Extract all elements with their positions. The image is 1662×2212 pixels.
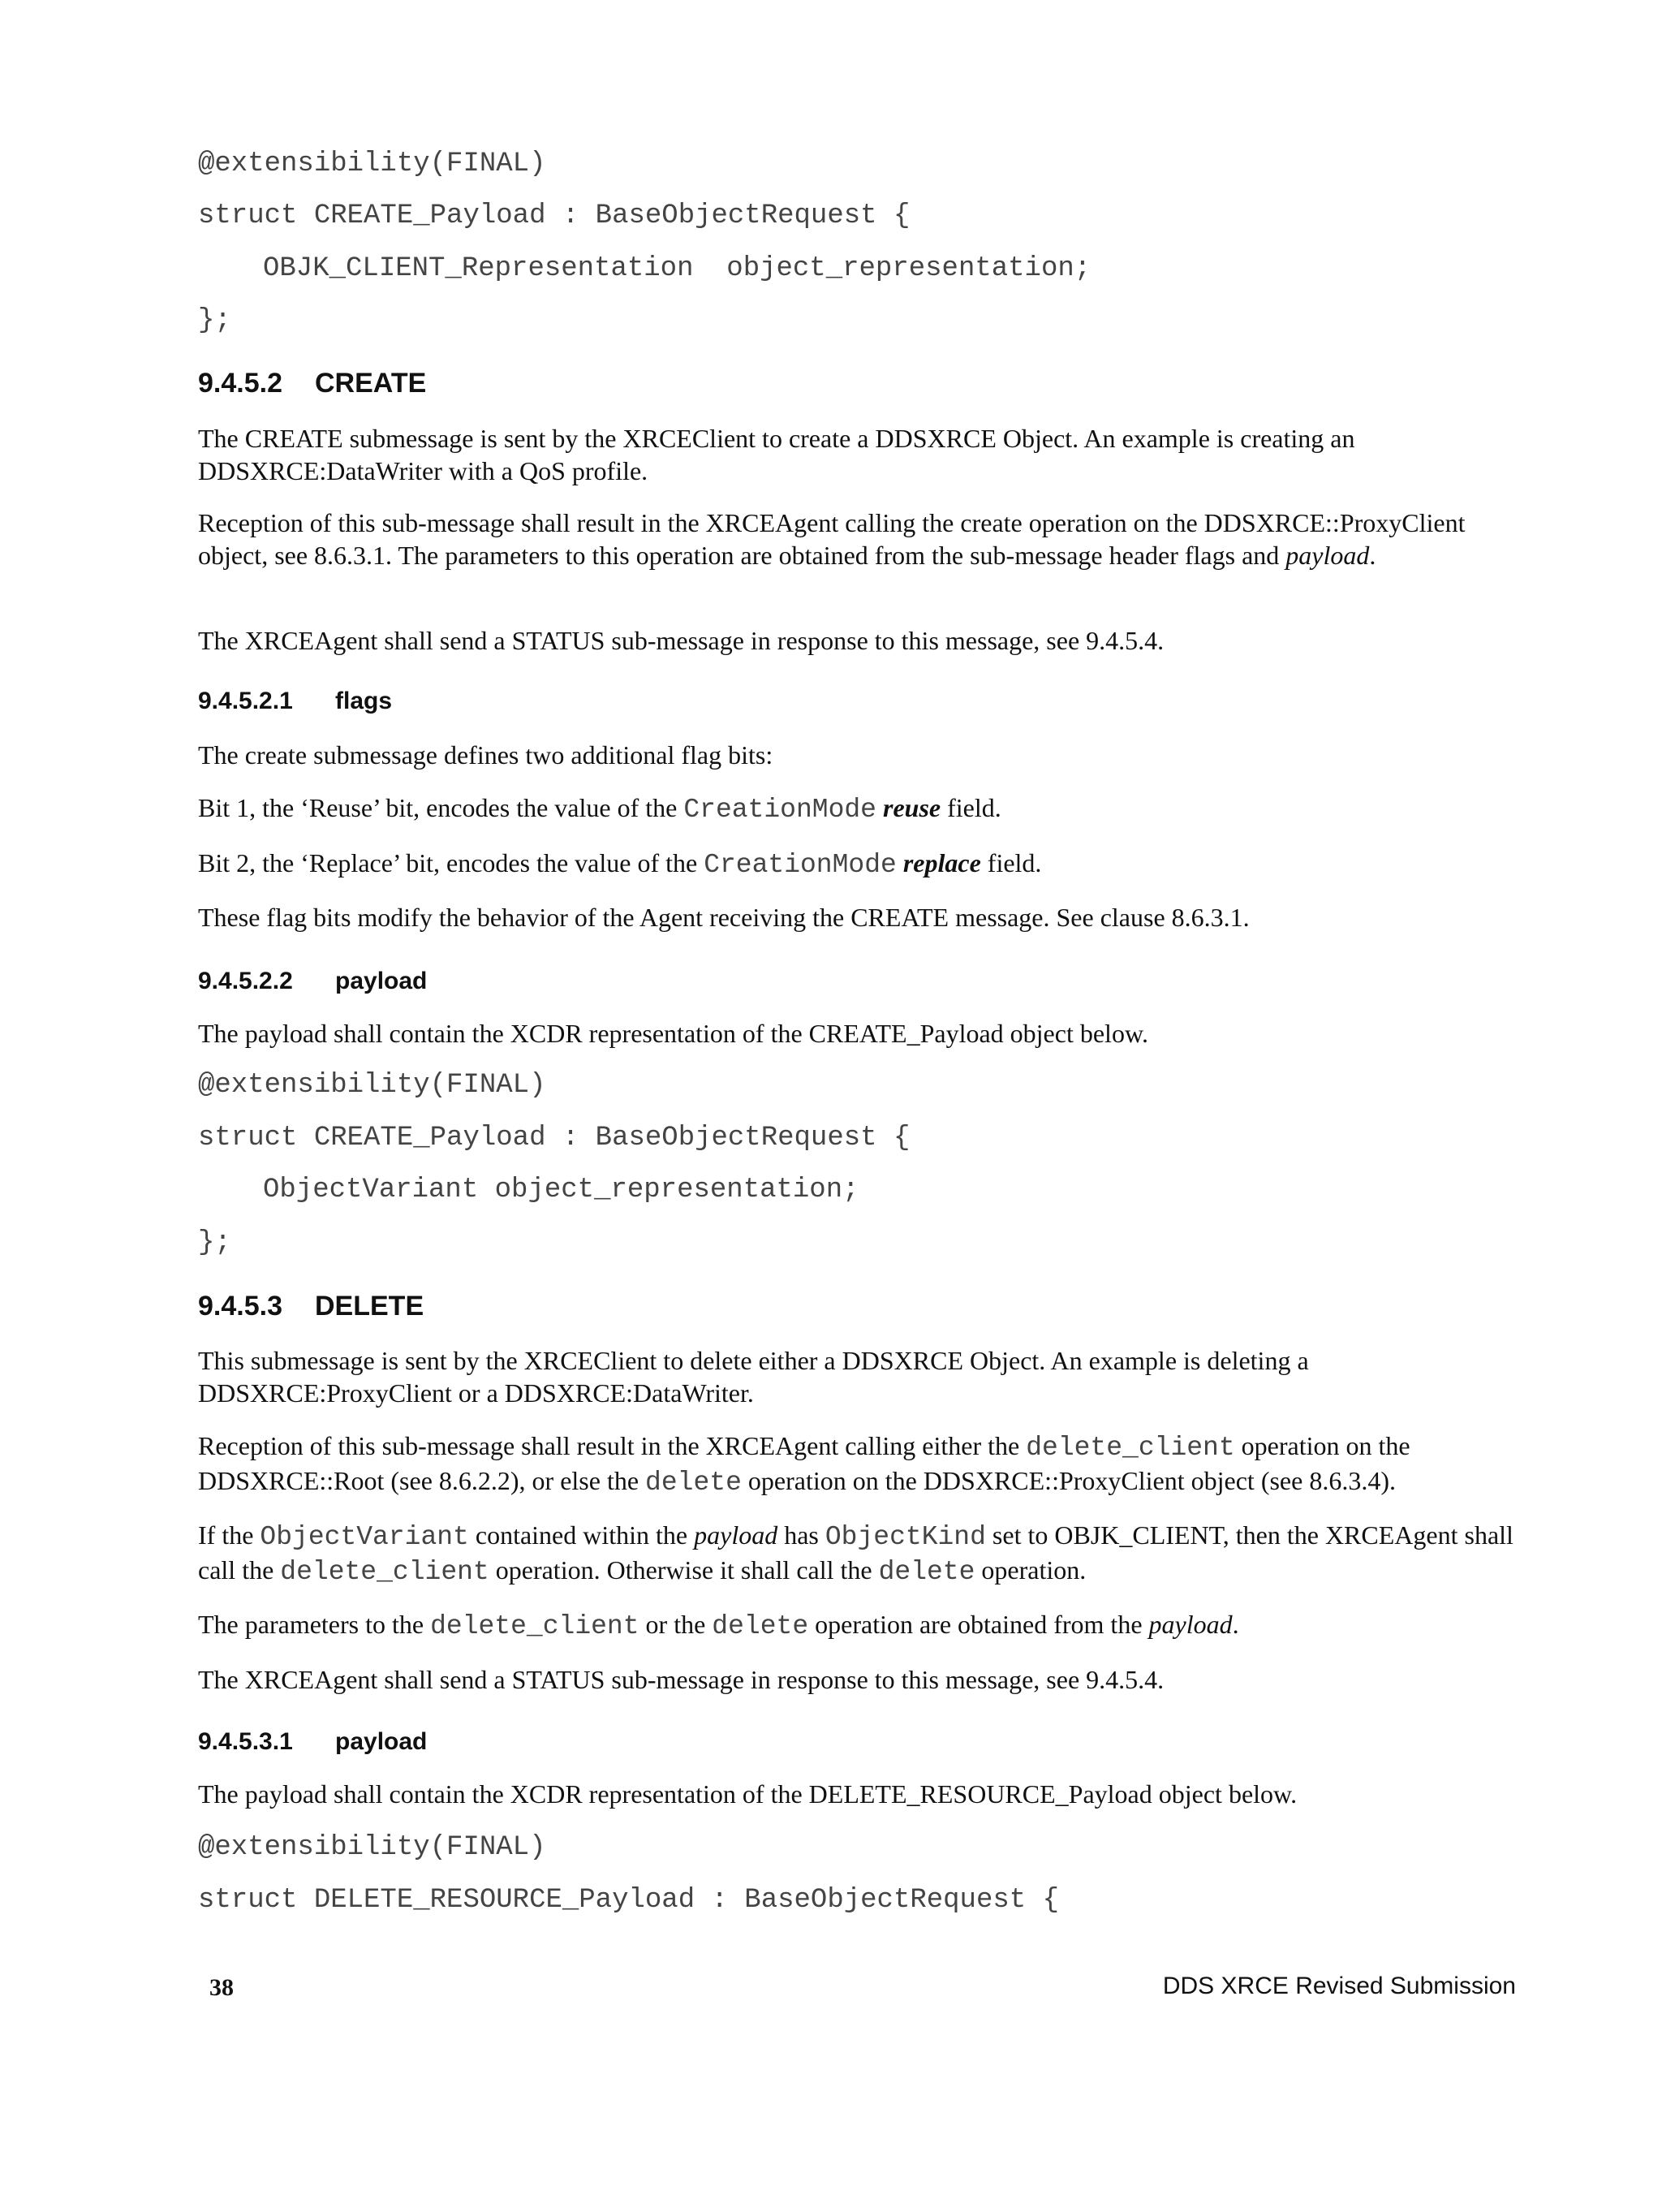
subsection-heading	[198, 1727, 1529, 1757]
document-title: DDS XRCE Revised Submission	[1162, 1973, 1516, 1999]
paragraph: If the ObjectVariant contained within the payload has ObjectKind set to OBJK_CLIENT, then the XRCEAgent shall call the delete_client operation. Otherwise it shall call the delete operation.	[198, 1520, 1513, 1587]
section-number: 9.4.5.2	[198, 368, 282, 399]
paragraph: The payload shall contain the XCDR representation of the CREATE_Payload object below.	[198, 1019, 1148, 1048]
section-title: DELETE	[315, 1291, 424, 1322]
paragraph: This submessage is sent by the XRCEClient to delete either a DDSXRCE Object. An example is deleting a DDSXRCE:ProxyClient or a DDSXRCE:DataWriter.	[198, 1346, 1309, 1408]
paragraph: The payload shall contain the XCDR representation of the DELETE_RESOURCE_Payload object below.	[198, 1779, 1298, 1809]
code-line: @extensibility(FINAL)	[198, 1070, 546, 1101]
paragraph: Bit 2, the ‘Replace’ bit, encodes the value of the CreationMode replace field.	[198, 848, 1042, 880]
code-line: ObjectVariant object_representation;	[263, 1175, 859, 1205]
section-number: 9.4.5.3	[198, 1291, 282, 1322]
page-number: 38	[209, 1974, 234, 2001]
subsection-heading	[198, 967, 1529, 996]
paragraph: Reception of this sub-message shall result in the XRCEAgent calling either the delete_client operation on the DDSXRCE::Root (see 8.6.2.2), or else the delete operation on the DDSXRCE::ProxyClient object (see 8.6.3.4).	[198, 1431, 1410, 1498]
paragraph: The XRCEAgent shall send a STATUS sub-message in response to this message, see 9.4.5.4.	[198, 1665, 1165, 1694]
paragraph: Bit 1, the ‘Reuse’ bit, encodes the value of the CreationMode reuse field.	[198, 793, 1001, 825]
section-title: CREATE	[315, 368, 427, 399]
subsection-heading	[198, 687, 1529, 716]
code-line: @extensibility(FINAL)	[198, 1832, 546, 1863]
section-number: 9.4.5.2.2	[198, 968, 293, 994]
section-number: 9.4.5.2.1	[198, 688, 293, 714]
code-line: struct CREATE_Payload : BaseObjectRequest {	[198, 1123, 911, 1153]
paragraph: The create submessage defines two additional flag bits:	[198, 740, 773, 770]
section-number: 9.4.5.3.1	[198, 1728, 293, 1755]
paragraph: Reception of this sub-message shall result in the XRCEAgent calling the create operation on the DDSXRCE::ProxyClient object, see 8.6.3.1. The parameters to this operation are obtained from the sub-message header flags and payload.	[198, 508, 1466, 570]
code-line: @extensibility(FINAL)	[198, 149, 546, 179]
code-line: struct DELETE_RESOURCE_Payload : BaseObjectRequest {	[198, 1885, 1059, 1916]
section-heading	[198, 1290, 1529, 1322]
paragraph: The XRCEAgent shall send a STATUS sub-message in response to this message, see 9.4.5.4.	[198, 626, 1165, 655]
paragraph: These flag bits modify the behavior of the Agent receiving the CREATE message. See clause 8.6.3.1.	[198, 903, 1250, 932]
code-line: struct CREATE_Payload : BaseObjectRequest {	[198, 201, 911, 231]
section-title: payload	[335, 1728, 428, 1755]
section-heading	[198, 367, 1529, 399]
code-line: };	[198, 1227, 231, 1258]
code-line: OBJK_CLIENT_Representation object_representation;	[263, 253, 1091, 284]
code-line: };	[198, 305, 231, 336]
paragraph: The parameters to the delete_client or the delete operation are obtained from the payload.	[198, 1610, 1239, 1641]
paragraph: The CREATE submessage is sent by the XRCEClient to create a DDSXRCE Object. An example is creating an DDSXRCE:DataWriter with a QoS profile.	[198, 424, 1355, 485]
section-title: flags	[335, 688, 393, 714]
section-title: payload	[335, 968, 428, 994]
